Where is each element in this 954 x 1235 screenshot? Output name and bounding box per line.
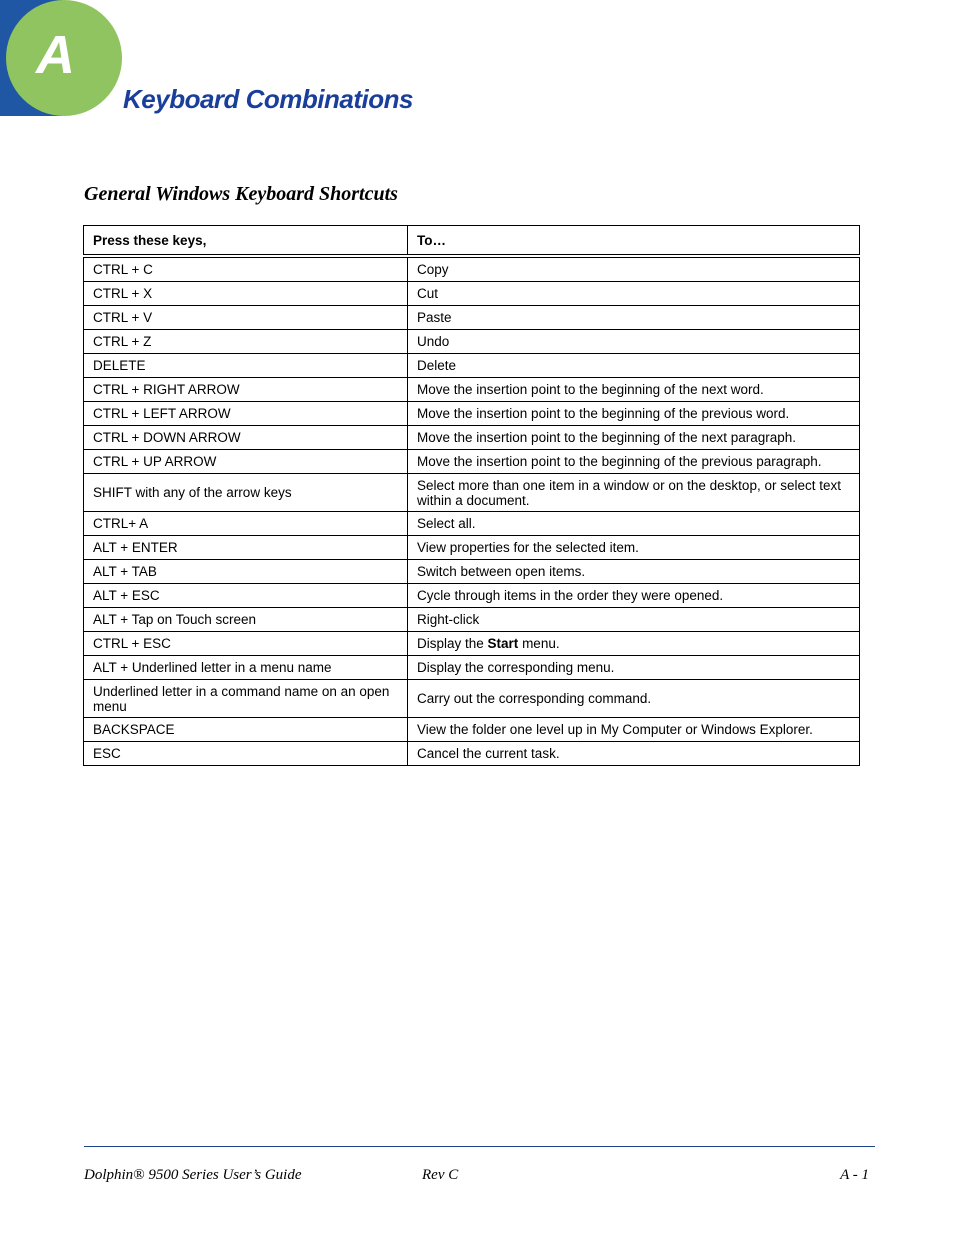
keys-cell: CTRL + V — [84, 306, 408, 330]
keys-cell: CTRL + X — [84, 282, 408, 306]
keys-cell: CTRL + UP ARROW — [84, 450, 408, 474]
action-text: menu. — [518, 636, 560, 651]
action-cell: View the folder one level up in My Computer or Windows Explorer. — [408, 718, 860, 742]
footer-revision: Rev C — [422, 1167, 459, 1183]
table-row — [84, 282, 860, 306]
table-row — [84, 632, 860, 656]
action-cell: Carry out the corresponding command. — [408, 680, 860, 718]
keys-cell: BACKSPACE — [84, 718, 408, 742]
table-row — [84, 584, 860, 608]
table-row — [84, 536, 860, 560]
chapter-title: Keyboard Combinations — [123, 84, 413, 114]
action-text: Display the — [417, 636, 488, 651]
action-cell: Right-click — [408, 608, 860, 632]
action-cell: View properties for the selected item. — [408, 536, 860, 560]
keys-cell: CTRL + Z — [84, 330, 408, 354]
action-cell: Move the insertion point to the beginning of the previous paragraph. — [408, 450, 860, 474]
table-row — [84, 512, 860, 536]
keys-cell: CTRL + RIGHT ARROW — [84, 378, 408, 402]
keys-cell: CTRL + ESC — [84, 632, 408, 656]
footer-guide-title: Dolphin® 9500 Series User’s Guide — [84, 1167, 302, 1183]
table-row — [84, 330, 860, 354]
table-row — [84, 680, 860, 718]
keys-cell: CTRL + C — [84, 256, 408, 282]
action-cell: Cycle through items in the order they were opened. — [408, 584, 860, 608]
action-cell: Cancel the current task. — [408, 742, 860, 766]
header-action: To… — [408, 226, 860, 257]
action-cell: Undo — [408, 330, 860, 354]
footer-page-number: A - 1 — [840, 1167, 869, 1183]
action-cell: Delete — [408, 354, 860, 378]
table-row — [84, 608, 860, 632]
keys-cell: ALT + TAB — [84, 560, 408, 584]
keys-cell: ALT + Underlined letter in a menu name — [84, 656, 408, 680]
keys-cell: CTRL+ A — [84, 512, 408, 536]
action-cell: Paste — [408, 306, 860, 330]
action-cell: Move the insertion point to the beginning of the previous word. — [408, 402, 860, 426]
table-row — [84, 378, 860, 402]
action-cell — [408, 632, 860, 656]
table-row — [84, 718, 860, 742]
table-row — [84, 306, 860, 330]
table-row — [84, 426, 860, 450]
action-cell: Switch between open items. — [408, 560, 860, 584]
keys-cell: CTRL + LEFT ARROW — [84, 402, 408, 426]
table-row — [84, 256, 860, 282]
action-cell: Move the insertion point to the beginning of the next word. — [408, 378, 860, 402]
action-cell: Display the corresponding menu. — [408, 656, 860, 680]
table-row — [84, 402, 860, 426]
action-cell: Copy — [408, 256, 860, 282]
start-menu-term: Start — [487, 636, 519, 651]
table-row — [84, 656, 860, 680]
keys-cell: DELETE — [84, 354, 408, 378]
action-cell: Select all. — [408, 512, 860, 536]
keys-cell: CTRL + DOWN ARROW — [84, 426, 408, 450]
table-row — [84, 742, 860, 766]
chapter-letter: A — [36, 25, 75, 85]
table-row — [84, 560, 860, 584]
keys-cell: ESC — [84, 742, 408, 766]
keys-cell: ALT + Tap on Touch screen — [84, 608, 408, 632]
shortcuts-table — [83, 225, 860, 766]
table-row — [84, 450, 860, 474]
action-cell: Move the insertion point to the beginning of the next paragraph. — [408, 426, 860, 450]
keys-cell: ALT + ESC — [84, 584, 408, 608]
action-cell: Select more than one item in a window or on the desktop, or select text within a document. — [408, 474, 860, 512]
table-row — [84, 474, 860, 512]
table-header-row — [84, 226, 860, 257]
keys-cell: ALT + ENTER — [84, 536, 408, 560]
keys-cell: Underlined letter in a command name on an open menu — [84, 680, 408, 718]
footer-divider — [84, 1146, 875, 1147]
keys-cell: SHIFT with any of the arrow keys — [84, 474, 408, 512]
header-keys: Press these keys, — [84, 226, 408, 257]
section-title: General Windows Keyboard Shortcuts — [84, 183, 398, 205]
action-cell: Cut — [408, 282, 860, 306]
table-row — [84, 354, 860, 378]
